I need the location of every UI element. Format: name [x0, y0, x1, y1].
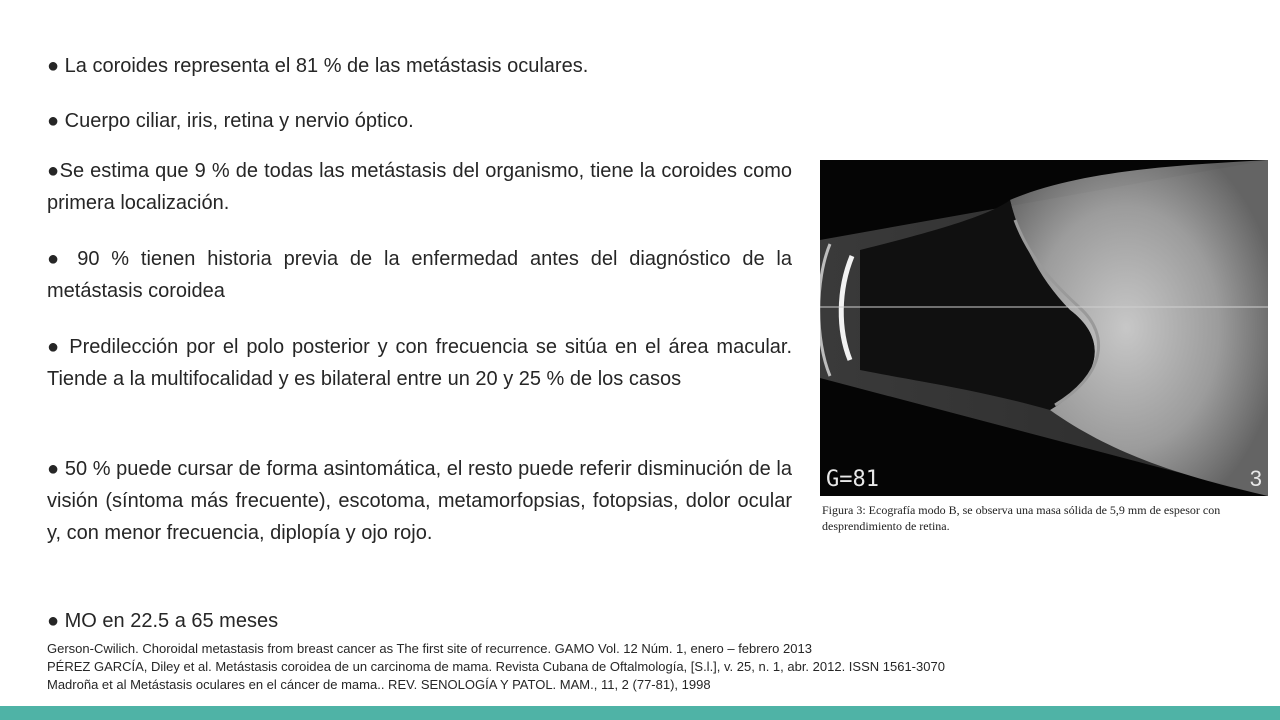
bullet-symptoms: ● 50 % puede cursar de forma asintomática, el resto puede referir disminución de la visión (síntoma más frecuente), escotoma, metamorfopsias, fotopsias, dolor ocular y, con menor frecuencia, diplopía y ojo rojo.	[47, 458, 792, 544]
bullet-choroid-81: ● La coroides representa el 81 % de las metástasis oculares.	[47, 55, 589, 77]
bullet-prior-history: ● 90 % tienen historia previa de la enfermedad antes del diagnóstico de la metástasis coroidea	[47, 248, 792, 302]
ultrasound-scan-graphic	[820, 160, 1268, 496]
gain-label: G=81	[826, 467, 879, 492]
bullet-first-location: ●Se estima que 9 % de todas las metástasis del organismo, tiene la coroides como primera localización.	[47, 160, 792, 214]
references	[47, 640, 1197, 694]
reference-item: Madroña et al Metástasis oculares en el cáncer de mama.. REV. SENOLOGÍA Y PATOL. MAM., 11, 2 (77-81), 1998	[47, 677, 711, 692]
reference-item: Gerson-Cwilich. Choroidal metastasis from breast cancer as The first site of recurrence. GAMO Vol. 12 Núm. 1, enero – febrero 2013	[47, 641, 812, 656]
accent-footer-bar	[0, 706, 1280, 720]
bullet-mo: ● MO en 22.5 a 65 meses	[47, 610, 279, 632]
figure-number: 3	[1249, 466, 1262, 491]
figure-caption: Figura 3: Ecografía modo B, se observa una masa sólida de 5,9 mm de espesor con desprendimiento de retina.	[822, 503, 1221, 533]
reference-item: PÉREZ GARCÍA, Diley et al. Metástasis coroidea de un carcinoma de mama. Revista Cubana de Oftalmología, [S.l.], v. 25, n. 1, abr. 2012. ISSN 1561-3070	[47, 659, 945, 674]
bullet-other-sites: ● Cuerpo ciliar, iris, retina y nervio óptico.	[47, 110, 414, 132]
bullet-predilection: ● Predilección por el polo posterior y con frecuencia se sitúa en el área macular. Tiende a la multifocalidad y es bilateral entre un 20 y 25 % de los casos	[47, 336, 792, 390]
ultrasound-image	[820, 160, 1268, 496]
